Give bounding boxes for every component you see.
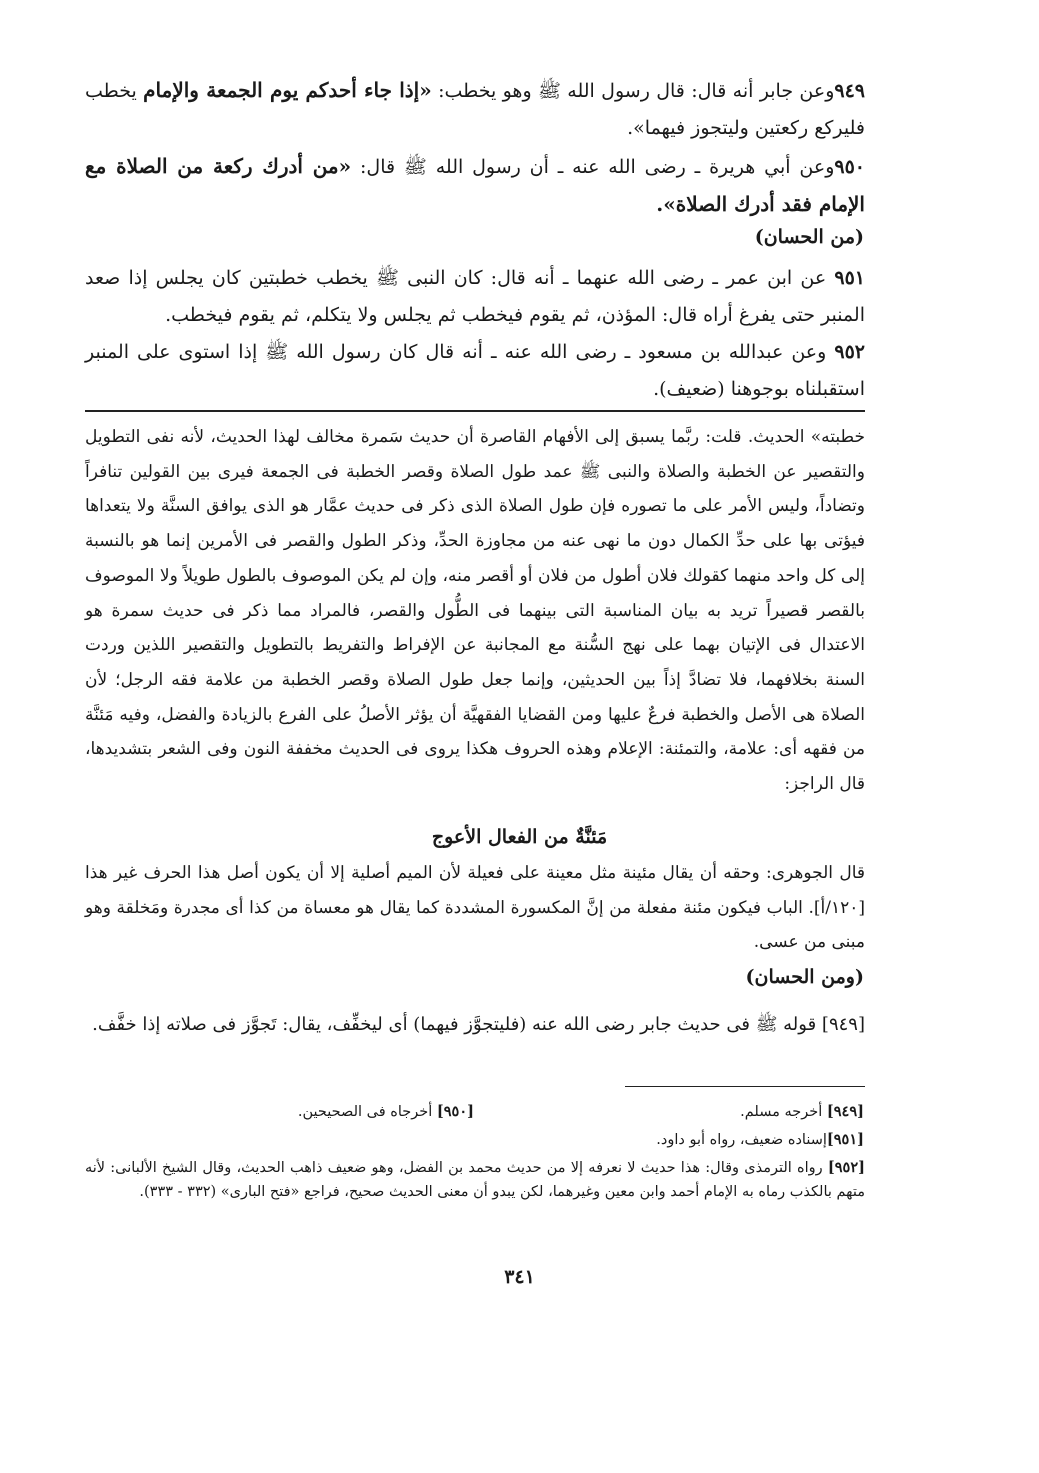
footnote-952 [85,1156,865,1204]
verse-line: مَئنَّةٌ من الفعال الأعوج [431,826,608,848]
hadith-number: ٩٥٠ [834,156,865,178]
footnote-divider [625,1086,865,1087]
footnote-text: إسناده ضعيف، رواه أبو داود. [656,1132,827,1148]
hadith-text-tail: يخطب فليركع ركعتين وليتجوز فيهما». [85,80,865,139]
footnote-text: أخرجه مسلم. [740,1104,827,1120]
hadith-951 [85,260,865,334]
footnote-text: رواه الترمذى وقال: هذا حديث لا نعرفه إلا من حديث محمد بن الفضل، وهو ضعيف ذاهب الحديث، وقال الشيخ الألبانى: لأنه متهم بالكذب رماه به الإمام أحمد وابن معين وغيرهما، لكن يبدو أن معنى الحديث صحيح، فراجع «فتح البارى» (٣٣٢ - ٣٣٣). [85,1160,865,1200]
hadith-quote: «إذا جاء أحدكم يوم الجمعة والإمام [143,78,432,102]
footnote-number: [٩٥٠] [436,1103,474,1120]
section-header: (من الحسان) [754,226,864,248]
page-number: ٣٤١ [504,1266,535,1288]
hadith-949 [85,72,865,147]
footnote-951 [656,1128,864,1152]
footnote-number: [٩٤٩] [826,1103,864,1120]
section-header-2: (ومن الحسان) [745,966,864,988]
hadith-text: عن ابن عمر ـ رضى الله عنهما ـ أنه قال: كان النبى ﷺ يخطب خطبتين كان يجلس إذا صعد المنبر حتى يفرغ أراه قال: المؤذن، ثم يقوم فيخطب ثم يجلس ولا يتكلم، ثم يقوم فيخطب. [85,267,865,326]
hadith-952 [85,334,865,408]
hadith-950 [85,148,865,224]
hadith-text: وعن أبي هريرة ـ رضى الله عنه ـ أن رسول الله ﷺ قال: [351,156,835,178]
footnote-text: أخرجاه فى الصحيحين. [297,1104,437,1120]
commentary-text: خطبته» الحديث. قلت: ربَّما يسبق إلى الأفهام القاصرة أن حديث سَمرة مخالف لهذا الحديث، لأنه نفى التطويل والتقصير عن الخطبة والصلاة والنبى ﷺ عمد طول الصلاة وقصر الخطبة فى الجمعة فيرى بين القولين تنافراً وتضاداً، وليس الأمر على ما تصوره فإن طول الصلاة الذى ذكر فى حديث عمَّار هو الذى يوافق السنَّة ولا يتعداها فيؤتى بها على حدِّ الكمال دون ما نهى عنه من مجاوزة الحدِّ، وذكر الطول والقصر فى الأمرين إنما هو بالنسبة إلى كل واحد منهما كقولك فلان أطول من فلان أو أقصر منه، وإن لم يكن الموصوف بالطول طويلاً ولا الموصوف بالقصر قصيراً تريد به بيان المناسبة التى بينهما فى الطُّول والقصر، فالمراد مما ذكر فى حديث سمرة هو الاعتدال فى الإتيان بهما على نهج السُّنة مع المجانبة عن الإفراط والتفريط بالتطويل والتقصير اللذين وردت السنة بخلافهما، فلا تضادَّ إذاً بين الحديثين، وإنما جعل طول الصلاة وقصر الخطبة من علامة فقه الرجل؛ لأن الصلاة هى الأصل والخطبة فرعٌ عليها ومن القضايا الفقهيَّة أن يؤثر الأصلُ على الفرع بالزيادة والفضل، وفيه مَئنَّة من فقهه أى: علامة، والتمئنة: الإعلام وهذه الحروف هكذا يروى فى الحديث مخففة النون وفى الشعر بتشديدها، قال الراجز: [85,427,865,795]
footnote-number: [٩٥١] [826,1131,864,1148]
hadith-number: ٩٤٩ [834,80,866,102]
commentary-text-2: قال الجوهرى: وحقه أن يقال مئينة مثل معينة على فعيلة لأن الميم أصلية إلا أن يكون أصل هذا الحرف غير هذا [١٢٠/أ]. الباب فيكون مئنة مفعلة من إنَّ المكسورة المشددة كما يقال هو معساة من كذا أى مجدرة ومَخلقة وهو مبنى من عسى. [85,863,865,953]
hadith-number: ٩٥١ [834,267,865,289]
hadith-quote: «من أدرك ركعة من الصلاة مع الإمام فقد أدرك الصلاة». [85,154,865,216]
hadith-text: وعن جابر أنه قال: قال رسول الله ﷺ وهو يخطب: [431,80,835,102]
hadith-number: ٩٥٢ [834,341,865,363]
note-949: [٩٤٩] قوله ﷺ فى حديث جابر رضى الله عنه (فليتجوَّز فيهما) أى ليخفِّف، يقال: تَجوَّز فى صلاته إذا خفَّف. [92,1014,865,1035]
footnote-949 [740,1100,864,1124]
section-divider [85,410,865,412]
footnote-number: [٩٥٢] [827,1159,865,1176]
footnote-950 [298,1100,474,1124]
hadith-text: وعن عبدالله بن مسعود ـ رضى الله عنه ـ أنه قال كان رسول الله ﷺ إذا استوى على المنبر استقبلناه بوجوهنا (ضعيف). [85,341,865,400]
